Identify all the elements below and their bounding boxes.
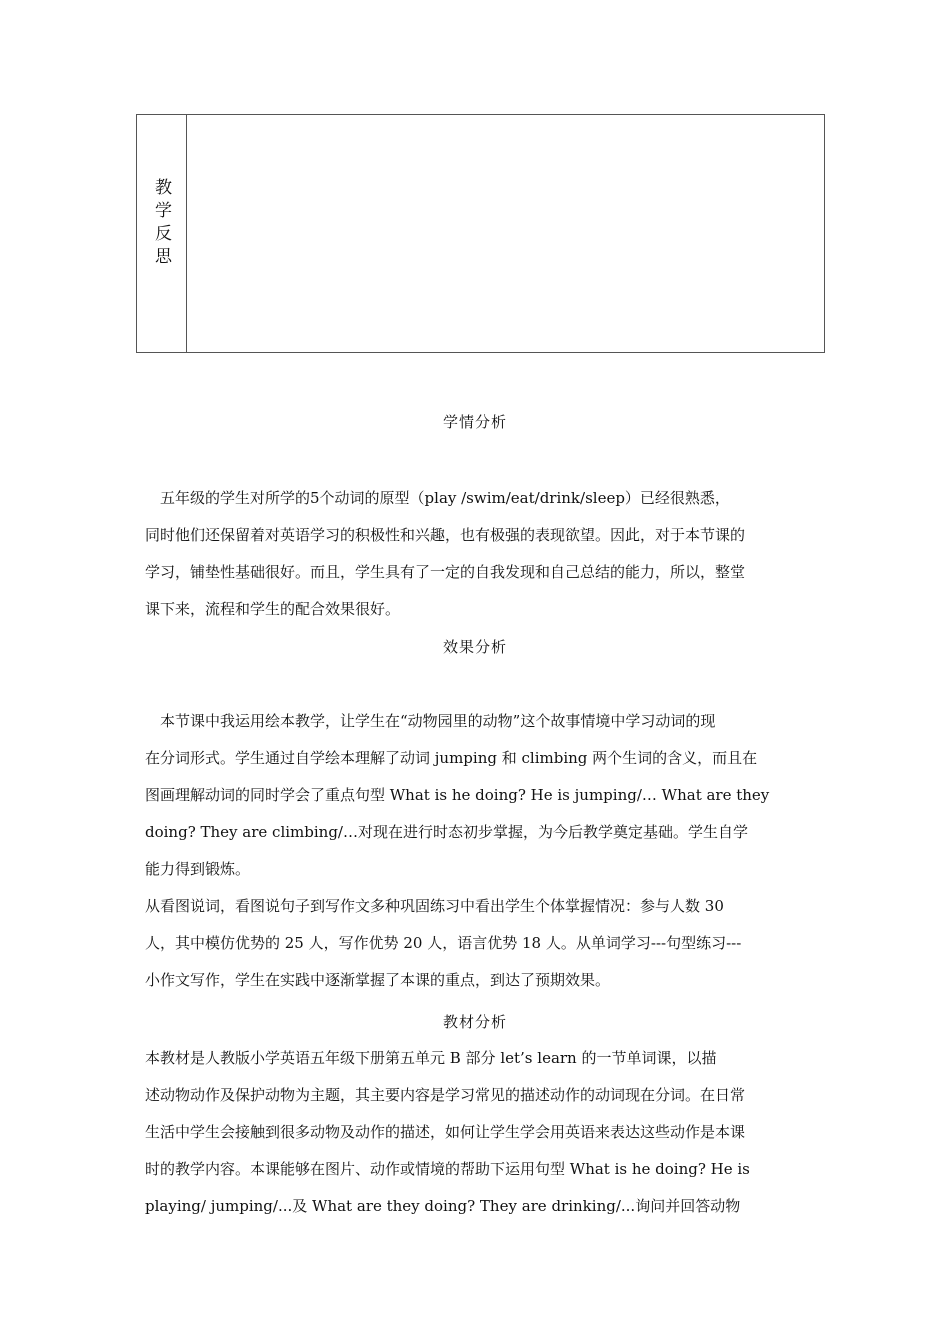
section-title-material-analysis: 教材分析	[442, 1013, 507, 1031]
text-line: 从看图说词，看图说句子到写作文多种巩固练习中看出学生个体掌握情况：参与人数 30	[145, 897, 724, 915]
section-title-learner-analysis: 学情分析	[442, 413, 507, 431]
section-body-learner-analysis	[145, 480, 810, 628]
text-line: 学习，铺垫性基础很好。而且，学生具有了一定的自我发现和自己总结的能力，所以，整堂	[145, 563, 746, 581]
text-line: 五年级的学生对所学的5个动词的原型（play /swim/eat/drink/sleep）已经很熟悉，	[145, 489, 730, 507]
reflection-table	[136, 114, 825, 353]
reflection-label: 教学反思	[151, 177, 171, 270]
text-line: 小作文写作，学生在实践中逐渐掌握了本课的重点，到达了预期效果。	[145, 971, 611, 989]
text-line: 课下来，流程和学生的配合效果很好。	[145, 600, 401, 618]
text-line: playing/ jumping/...及 What are they doing? They are drinking/...询问并回答动物	[145, 1197, 741, 1215]
reflection-content-cell	[187, 115, 824, 352]
text-line: 在分词形式。学生通过自学绘本理解了动词 jumping 和 climbing 两个生词的含义，而且在	[145, 749, 758, 767]
text-line: 图画理解动词的同时学会了重点句型 What is he doing? He is jumping/… What are they	[145, 786, 770, 804]
text-line: 生活中学生会接触到很多动物及动作的描述，如何让学生学会用英语来表达这些动作是本课	[145, 1123, 746, 1141]
text-line: 本教材是人教版小学英语五年级下册第五单元 B 部分 let’s learn 的一节单词课，以描	[145, 1049, 717, 1067]
text-line: doing? They are climbing/…对现在进行时态初步掌握，为今后教学奠定基础。学生自学	[145, 823, 748, 841]
text-line: 述动物动作及保护动物为主题，其主要内容是学习常见的描述动作的动词现在分词。在日常	[145, 1086, 746, 1104]
section-body-effect-analysis	[145, 703, 810, 999]
section-title-effect-analysis: 效果分析	[442, 638, 507, 656]
text-line: 时的教学内容。本课能够在图片、动作或情境的帮助下运用句型 What is he doing? He is	[145, 1160, 750, 1178]
text-line: 人，其中模仿优势的 25 人，写作优势 20 人，语言优势 18 人。从单词学习---句型练习---	[145, 934, 742, 952]
text-line: 同时他们还保留着对英语学习的积极性和兴趣，也有极强的表现欲望。因此，对于本节课的	[145, 526, 746, 544]
text-line: 能力得到锻炼。	[145, 860, 251, 878]
text-line: 本节课中我运用绘本教学，让学生在“动物园里的动物”这个故事情境中学习动词的现	[145, 712, 716, 730]
reflection-label-cell	[137, 115, 187, 352]
section-body-material-analysis	[145, 1040, 810, 1225]
